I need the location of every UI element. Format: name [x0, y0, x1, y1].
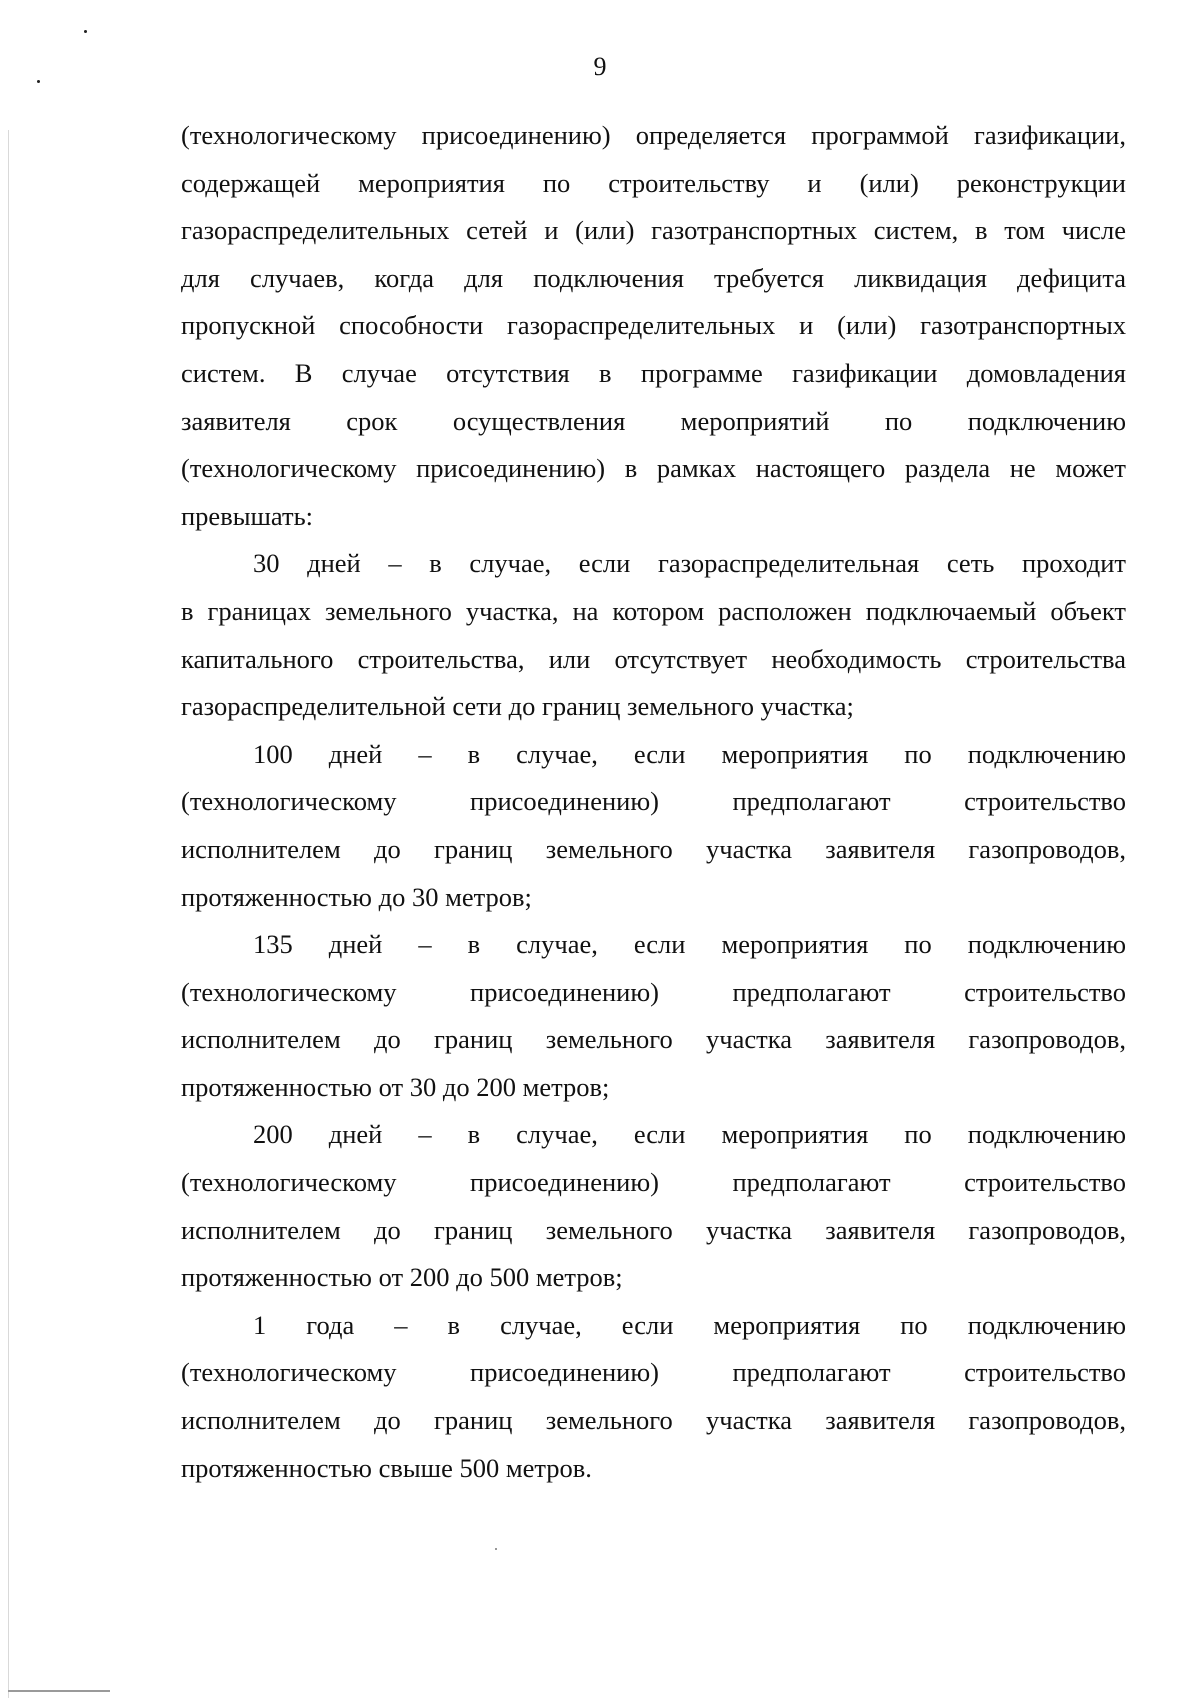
text-line: для случаев, когда для подключения требуется ликвидация дефицита — [181, 262, 1126, 293]
text-line: исполнителем до границ земельного участка заявителя газопроводов, — [181, 1024, 1126, 1055]
text-line: исполнителем до границ земельного участка заявителя газопроводов, — [181, 833, 1126, 864]
paragraph-100-days — [181, 731, 1126, 921]
text-line: пропускной способности газораспределительных и (или) газотранспортных — [181, 310, 1126, 341]
paragraph-intro — [181, 112, 1126, 540]
text-line: 1 года – в случае, если мероприятия по подключению — [253, 1309, 1126, 1340]
text-line: превышать: — [181, 500, 314, 531]
document-body — [181, 112, 1126, 1492]
text-line: исполнителем до границ земельного участка заявителя газопроводов, — [181, 1214, 1126, 1245]
scan-edge-line — [8, 130, 9, 1698]
text-line: исполнителем до границ земельного участка заявителя газопроводов, — [181, 1405, 1126, 1436]
scan-speck — [84, 30, 87, 33]
page-number: 9 — [593, 52, 607, 81]
text-line: 100 дней – в случае, если мероприятия по подключению — [253, 738, 1126, 769]
text-line: протяженностью до 30 метров; — [181, 881, 532, 912]
text-line: газораспределительных сетей и (или) газотранспортных систем, в том числе — [181, 215, 1126, 246]
paragraph-1-year — [181, 1302, 1126, 1492]
text-line: (технологическому присоединению) предполагают строительство — [181, 786, 1126, 817]
paragraph-135-days — [181, 921, 1126, 1111]
text-line: (технологическому присоединению) предполагают строительство — [181, 976, 1126, 1007]
text-line: капитального строительства, или отсутствует необходимость строительства — [181, 643, 1126, 674]
text-line: заявителя срок осуществления мероприятий по подключению — [181, 405, 1126, 436]
paragraph-200-days — [181, 1111, 1126, 1301]
paragraph-30-days — [181, 540, 1126, 730]
text-line: протяженностью от 30 до 200 метров; — [181, 1071, 610, 1102]
text-line: (технологическому присоединению) определяется программой газификации, — [181, 120, 1126, 150]
text-line: 200 дней – в случае, если мероприятия по подключению — [253, 1119, 1126, 1150]
scan-edge-mark — [8, 1690, 110, 1692]
text-line: газораспределительной сети до границ земельного участка; — [181, 691, 854, 722]
text-line: (технологическому присоединению) в рамках настоящего раздела не может — [181, 453, 1126, 484]
text-line: (технологическому присоединению) предполагают строительство — [181, 1167, 1126, 1198]
text-line: содержащей мероприятия по строительству и (или) реконструкции — [181, 167, 1126, 198]
text-line: 135 дней – в случае, если мероприятия по подключению — [253, 929, 1126, 960]
text-line: в границах земельного участка, на котором расположен подключаемый объект — [181, 595, 1126, 626]
text-line: протяженностью свыше 500 метров. — [181, 1452, 592, 1483]
text-line: протяженностью от 200 до 500 метров; — [181, 1262, 623, 1293]
text-line: систем. В случае отсутствия в программе газификации домовладения — [181, 357, 1126, 388]
text-line: 30 дней – в случае, если газораспределительная сеть проходит — [253, 548, 1126, 579]
scan-speck — [495, 1548, 497, 1550]
text-line: (технологическому присоединению) предполагают строительство — [181, 1357, 1126, 1388]
